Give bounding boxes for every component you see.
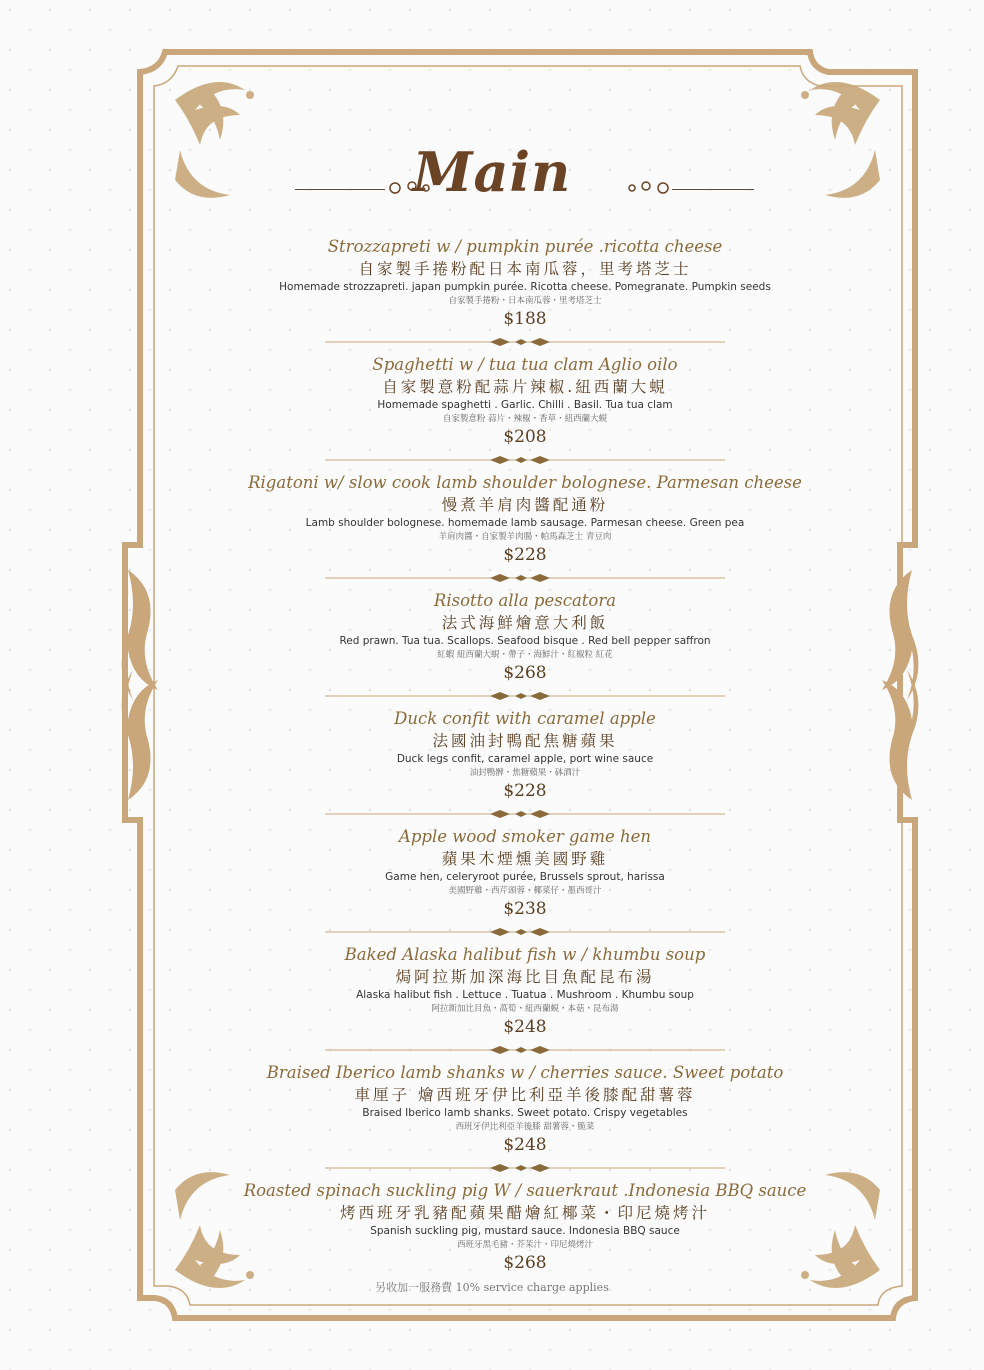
menu-item — [240, 472, 810, 590]
dish-name-zh: 烤西班牙乳豬配蘋果醋燴紅椰菜・印尼燒烤汁 — [339, 1204, 710, 1222]
menu-item — [240, 708, 810, 826]
dish-description-zh: 自家製手捲粉・日本南瓜蓉・里考塔芝士 — [448, 296, 602, 306]
dish-description-zh: 羊肩肉醬・自家製羊肉腸・帕馬森芝士 青豆肉 — [438, 532, 612, 542]
dish-price: $228 — [503, 781, 547, 801]
item-divider — [325, 574, 725, 582]
item-divider — [325, 1164, 725, 1172]
dish-price: $268 — [503, 1253, 547, 1273]
dish-price: $268 — [503, 663, 547, 683]
dish-description-zh: 自家製意粉 蒜片・辣椒・香草・紐西蘭大蜆 — [442, 414, 608, 424]
dish-name-zh: 慢煮羊肩肉醬配通粉 — [441, 496, 609, 514]
menu-items — [240, 236, 810, 1298]
corner-flourish-bottom-right — [801, 1172, 880, 1288]
menu-title: Main — [412, 140, 572, 204]
dish-description-zh: 美國野雞・西芹頭蓉・椰菜仔・墨西哥汁 — [448, 886, 602, 896]
dish-price: $248 — [503, 1135, 547, 1155]
menu-item — [240, 354, 810, 472]
dish-name-en: Rigatoni w/ slow cook lamb shoulder bolognese. Parmesan cheese — [248, 473, 802, 492]
dish-name-en: Spaghetti w / tua tua clam Aglio oilo — [372, 355, 678, 374]
menu-item — [240, 236, 810, 354]
dish-description-en: Homemade spaghetti . Garlic. Chilli . Basil. Tua tua clam — [377, 399, 673, 411]
dish-price: $238 — [503, 899, 547, 919]
item-divider — [325, 810, 725, 818]
dish-description-en: Red prawn. Tua tua. Scallops. Seafood bisque . Red bell pepper saffron — [339, 635, 711, 647]
item-divider — [325, 928, 725, 936]
menu-item — [240, 590, 810, 708]
dish-description-en: Game hen, celeryroot purée, Brussels sprout, harissa — [385, 871, 665, 883]
dish-name-zh: 車厘子 燴西班牙伊比利亞羊後膝配甜薯蓉 — [354, 1086, 696, 1104]
service-charge-note: 另收加一服務費 10% service charge applies — [375, 1281, 609, 1294]
dish-name-en: Strozzapreti w / pumpkin purée .ricotta cheese — [327, 237, 723, 256]
item-divider — [325, 338, 725, 346]
dish-description-zh: 阿拉斯加比目魚・萵筍・紐西蘭蜆・本菇・昆布湯 — [431, 1004, 619, 1014]
dish-description-en: Homemade strozzapreti. japan pumpkin purée. Ricotta cheese. Pomegranate. Pumpkin seeds — [279, 281, 771, 293]
dish-description-en: Spanish suckling pig, mustard sauce. Indonesia BBQ sauce — [370, 1225, 680, 1237]
dish-name-en: Roasted spinach suckling pig W / sauerkraut .Indonesia BBQ sauce — [243, 1181, 807, 1200]
menu-item — [240, 944, 810, 1062]
dish-description-zh: 紅蝦 紐西蘭大蜆・帶子・海鮮汁・紅椒粒 紅花 — [437, 650, 613, 660]
dish-name-en: Duck confit with caramel apple — [394, 709, 656, 728]
dish-description-en: Lamb shoulder bolognese. homemade lamb sausage. Parmesan cheese. Green pea — [305, 517, 745, 529]
dish-name-en: Braised Iberico lamb shanks w / cherries sauce. Sweet potato — [266, 1063, 784, 1082]
dish-description-en: Braised Iberico lamb shanks. Sweet potato. Crispy vegetables — [362, 1107, 688, 1119]
dish-price: $228 — [503, 545, 547, 565]
dish-name-en: Baked Alaska halibut fish w / khumbu soup — [344, 945, 706, 964]
dish-price: $208 — [503, 427, 547, 447]
dish-price: $248 — [503, 1017, 547, 1037]
dish-name-zh: 蘋果木煙燻美國野雞 — [441, 850, 609, 868]
dish-description-zh: 西班牙伊比利亞羊後膝 甜薯蓉・脆菜 — [455, 1122, 595, 1132]
dish-description-en: Alaska halibut fish . Lettuce . Tuatua . Mushroom . Khumbu soup — [356, 989, 694, 1001]
dish-description-zh: 油封鴨髀・焦糖蘋果・砵酒汁 — [469, 768, 581, 778]
item-divider — [325, 692, 725, 700]
dish-name-zh: 自家製手捲粉配日本南瓜蓉，里考塔芝士 — [358, 260, 692, 278]
dish-name-en: Risotto alla pescatora — [433, 591, 617, 610]
item-divider — [325, 1046, 725, 1054]
dish-description-en: Duck legs confit, caramel apple, port wine sauce — [396, 753, 654, 765]
dish-name-zh: 自家製意粉配蒜片辣椒.紐西蘭大蜆 — [382, 378, 668, 396]
dish-name-zh: 法式海鮮燴意大利飯 — [441, 614, 609, 632]
dish-description-zh: 西班牙黑毛豬・芥茉汁・印尼燒烤汁 — [456, 1240, 593, 1250]
dish-name-zh: 焗阿拉斯加深海比目魚配昆布湯 — [395, 968, 655, 986]
menu-item — [240, 1062, 810, 1180]
menu-item — [240, 826, 810, 944]
dish-name-zh: 法國油封鴨配焦糖蘋果 — [432, 732, 618, 750]
dish-price: $188 — [503, 309, 547, 329]
dish-name-en: Apple wood smoker game hen — [398, 827, 652, 846]
item-divider — [325, 456, 725, 464]
